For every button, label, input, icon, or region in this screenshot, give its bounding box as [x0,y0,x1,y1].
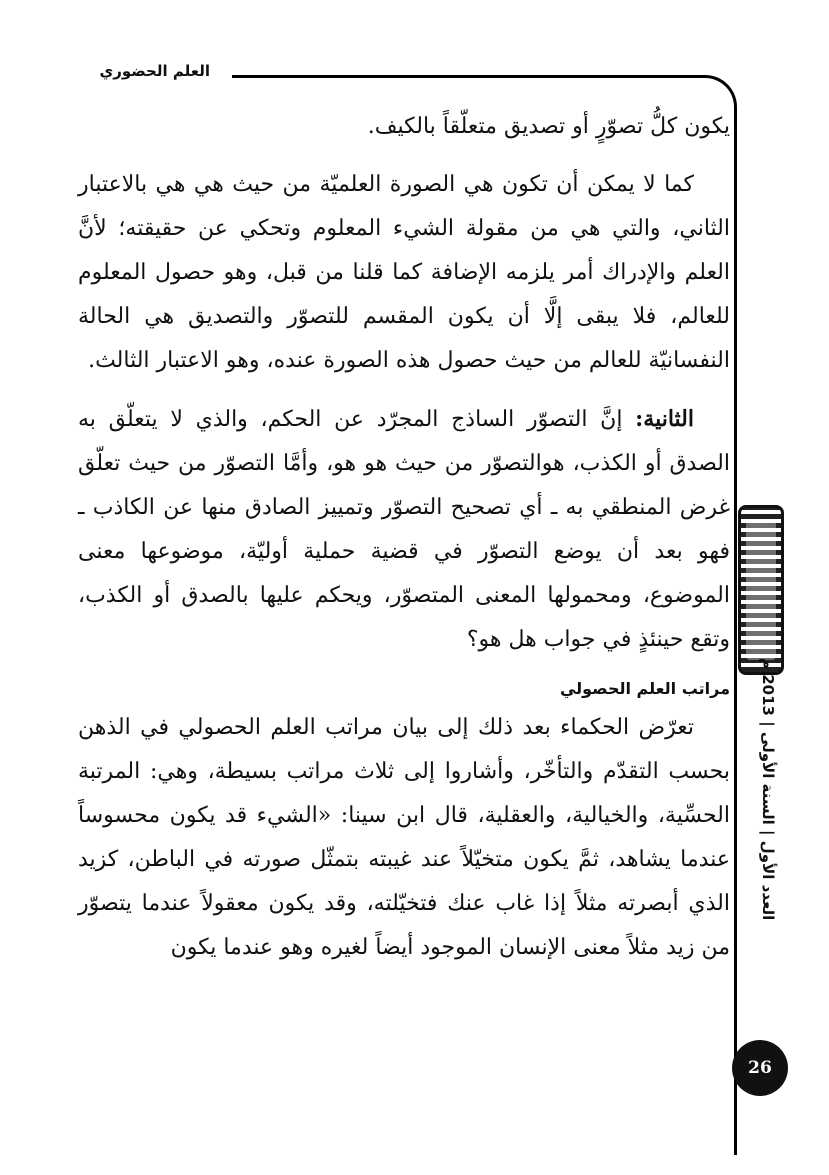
journal-logo-overlay [746,520,776,660]
body-paragraph-4: تعرّض الحكماء بعد ذلك إلى بيان مراتب العلم الحصولي في الذهن بحسب التقدّم والتأخّر، وأشاروا إلى ثلاث مراتب بسيطة، وهي: المرتبة الحسِّية، والخيالية، والعقلية، قال ابن سينا: «الشيء قد يكون محسوساً عندما يشاهد، ثمَّ يكون متخيّلاً عند غيبته بتمثّل صورته في الباطن، كزيد الذي أبصرته مثلاً إذا غاب عنك فتخيّلته، وقد يكون معقولاً عندما يتصوّر من زيد مثلاً معنى الإنسان الموجود أيضاً لغيره وهو عندما يكون [78,715,730,960]
running-header-title: العلم الحضوري [99,62,210,80]
section-heading: مراتب العلم الحصولي [559,679,730,698]
issue-info-vertical: العدد الأول | السنة الأولى | 2013 م [759,657,777,920]
page-body [78,105,730,970]
body-paragraph-3 [78,397,730,662]
page-number-badge: 26 [732,1040,788,1096]
body-paragraph-2: كما لا يمكن أن تكون هي الصورة العلميّة من حيث هي هي بالاعتبار الثاني، والتي هي من مقولة الشيء المعلوم وتحكي عن حقيقته؛ لأنَّ العلم والإدراك أمر يلزمه الإضافة كما قلنا من قبل، وهو حصول المعلوم للعالم، فلا يبقى إلَّا أن يكون المقسم للتصوّر والتصديق هي الحالة النفسانيّة للعالم من حيث حصول هذه الصورة عنده، وهو الاعتبار الثالث. [78,172,730,373]
paragraph-text: إنَّ التصوّر الساذج المجرّد عن الحكم، والذي لا يتعلّق به الصدق أو الكذب، هوالتصوّر من حيث هو هو، وأمَّا التصوّر من حيث تعلّق غرض المنطقي به ـ أي تصحيح التصوّر وتمييز الصادق منها عن الكاذب ـ فهو بعد أن يوضع التصوّر في قضية حملية أوليّة، موضوعها معنى الموضوع، ومحمولها المعنى المتصوّر، ويحكم عليها بالصدق أو الكذب، وتقع حينئذٍ في جواب هل هو؟ [78,407,730,652]
paragraph-lead-word: الثانية: [635,406,694,432]
body-paragraph-1: يكون كلُّ تصوّرٍ أو تصديق متعلّقاً بالكيف. [367,114,730,139]
